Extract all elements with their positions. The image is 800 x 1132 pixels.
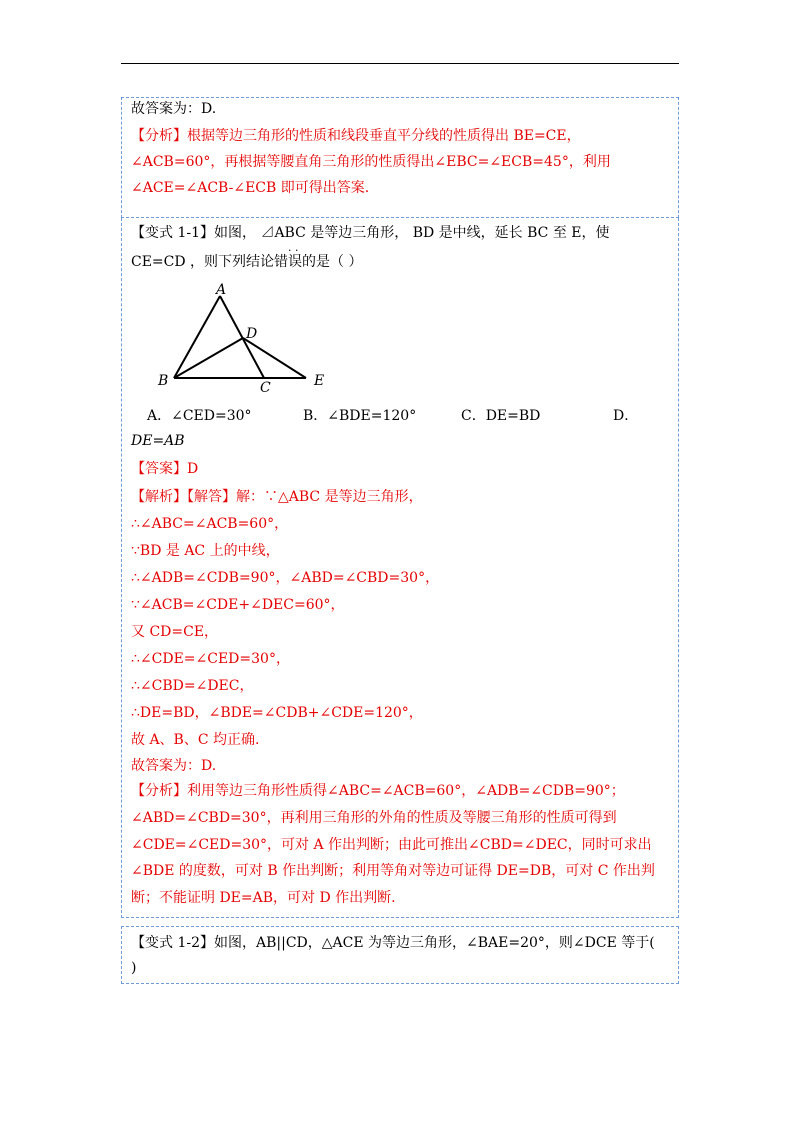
header-rule [121, 63, 679, 64]
analysis-line: ∠BDE 的度数，可对 B 作出判断；利用等角对等边可证得 DE=DB，可对 C 作出判 [131, 863, 655, 879]
solution-line: ∵BD 是 AC 上的中线， [131, 543, 280, 559]
solution-line: 【解析】【解答】解：∵△ABC 是等边三角形， [131, 489, 423, 505]
solution-line: 又 CD=CE， [131, 624, 219, 640]
solution-line: ∴∠CBD=∠DEC， [131, 678, 254, 694]
label-a: A [216, 282, 227, 298]
analysis-line: 断；不能证明 DE=AB，可对 D 作出判断. [131, 890, 396, 906]
solution-line: ∴∠ADB=∠CDB=90°，∠ABD=∠CBD=30°， [131, 570, 440, 586]
triangle-figure [154, 282, 344, 392]
analysis-line: ∠ABD=∠CBD=30°，再利用三角形的外角的性质及等腰三角形的性质可得到 [131, 810, 617, 826]
answer-label: 【答案】D [131, 461, 199, 477]
analysis-line: ∠ACE=∠ACB-∠ECB 即可得出答案. [131, 180, 370, 196]
question-line: ) [131, 960, 137, 976]
option-c: C．DE=BD [461, 408, 541, 424]
options-row [131, 405, 671, 425]
label-e: E [314, 373, 325, 389]
analysis-line: ∠ACB=60°，再根据等腰直角三角形的性质得出∠EBC=∠ECB=45°，利用 [131, 154, 611, 170]
solution-line: ∴DE=BD，∠BDE=∠CDB+∠CDE=120°， [131, 705, 423, 721]
analysis-line: 【分析】根据等边三角形的性质和线段垂直平分线的性质得出 BE=CE， [131, 128, 581, 144]
side-ac [220, 296, 264, 378]
label-b: B [158, 373, 169, 389]
solution-line: ∵∠ACB=∠CDE+∠DEC=60°， [131, 597, 345, 613]
option-d-content: DE=AB [131, 433, 185, 449]
label-d: D [246, 326, 258, 342]
question-line: 【变式 1-2】如图，AB||CD，△ACE 为等边三角形，∠BAE=20°，则∠DCE 等于( [131, 935, 655, 951]
option-b: B．∠BDE=120° [303, 408, 417, 424]
question-line: CE=CD ，则下列结论错误的是（ ） [131, 254, 363, 270]
answer-line: 故答案为：D. [131, 101, 217, 117]
option-d: D． [613, 408, 639, 424]
option-a: A．∠CED=30° [147, 408, 252, 424]
question-line: 【变式 1-1】如图， ⊿ABC 是等边三角形， BD 是中线，延长 BC 至 E，使 [131, 225, 610, 241]
analysis-line: 【分析】利用等边三角形性质得∠ABC=∠ACB=60°，∠ADB=∠CDB=90°； [131, 783, 625, 799]
emphasis-dots: · · [288, 244, 299, 257]
label-c: C [260, 380, 271, 392]
analysis-line: ∠CDE=∠CED=30°，可对 A 作出判断；由此可推出∠CBD=∠DEC，同时可求出 [131, 837, 652, 853]
solution-line: ∴∠ABC=∠ACB=60°， [131, 516, 289, 532]
solution-line: ∴∠CDE=∠CED=30°， [131, 651, 290, 667]
solution-line: 故 A、B、C 均正确. [131, 732, 260, 748]
solution-line: 故答案为：D. [131, 758, 217, 774]
